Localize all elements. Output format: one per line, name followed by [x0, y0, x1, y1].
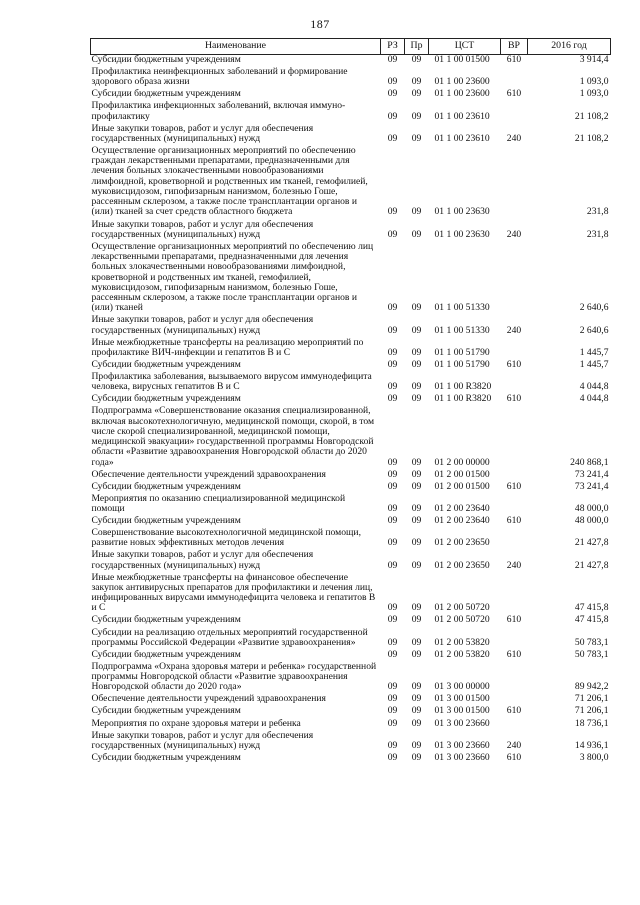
row-cst: 01 2 00 50720 — [434, 614, 490, 626]
row-sum: 89 942,2 — [574, 681, 609, 693]
row-rz: 09 — [387, 302, 398, 314]
row-vr: 610 — [506, 358, 522, 370]
row-cst: 01 2 00 01500 — [434, 468, 490, 480]
row-rz: 09 — [387, 381, 398, 393]
page-number: 187 — [310, 17, 330, 31]
table-header — [91, 39, 611, 55]
row-rz: 09 — [387, 76, 398, 88]
row-sum: 71 206,1 — [574, 705, 609, 717]
row-cst: 01 2 00 53820 — [434, 648, 490, 660]
table-row — [91, 146, 611, 220]
row-rz: 09 — [387, 648, 398, 660]
row-name: Подпрограмма «Охрана здоровья матери и ребенка» государственной программы Новгородской области «Развитие здравоохранения Новгородской области до 2020 года» — [91, 660, 377, 693]
row-sum: 4 044,8 — [579, 393, 609, 405]
row-cst: 01 2 00 23640 — [434, 503, 490, 514]
row-pr: 09 — [411, 76, 422, 88]
row-rz: 09 — [387, 206, 398, 218]
row-pr: 09 — [411, 705, 422, 717]
table-row — [91, 242, 611, 316]
row-rz: 09 — [387, 602, 398, 614]
table-row — [91, 482, 611, 494]
row-pr: 09 — [411, 206, 422, 218]
row-name: Мероприятия по оказанию специализированной медицинской помощи — [91, 492, 346, 514]
row-sum: 2 640,6 — [579, 324, 609, 336]
row-vr — [501, 494, 528, 516]
row-pr: 09 — [411, 717, 422, 729]
table-row — [91, 731, 611, 753]
table-row — [91, 719, 611, 731]
row-cst: 01 1 00 23610 — [434, 110, 490, 122]
row-name: Субсидии бюджетным учреждениям — [91, 54, 241, 65]
row-vr: 240 — [506, 324, 522, 336]
row-rz: 09 — [387, 393, 398, 405]
row-vr — [501, 470, 528, 482]
table-row — [91, 550, 611, 572]
header-vr: ВР — [501, 39, 528, 55]
row-pr: 09 — [411, 132, 422, 144]
header-rz: РЗ — [381, 39, 405, 55]
row-pr: 09 — [411, 358, 422, 370]
row-sum: 1 445,7 — [579, 346, 609, 358]
row-name: Иные закупки товаров, работ и услуг для обеспечения государственных (муниципальных) нужд — [91, 729, 314, 751]
table-row — [91, 662, 611, 695]
row-pr: 09 — [411, 515, 422, 527]
row-cst: 01 2 00 00000 — [434, 456, 490, 468]
row-pr: 09 — [411, 681, 422, 693]
row-name: Иные закупки товаров, работ и услуг для обеспечения государственных (муниципальных) нужд — [91, 549, 314, 571]
row-sum: 231,8 — [586, 206, 609, 218]
row-vr — [501, 628, 528, 650]
row-cst: 01 2 00 23650 — [434, 559, 490, 571]
row-name: Подпрограмма «Совершенствование оказания специализированной, включая высокотехнологичную, медицинской помощи, скорой, в том числе скорой специализированной, медицинской помощи, медицинской эвакуации» государственной программы Новгородской области «Развитие здравоохранения Новгородской области до 2020 года» — [91, 405, 375, 468]
row-sum: 48 000,0 — [574, 515, 609, 527]
row-name: Совершенствование высокотехнологичной медицинской помощи, развитие новых эффективных методов лечения — [91, 527, 361, 549]
row-sum: 50 783,1 — [574, 636, 609, 648]
header-row — [91, 39, 611, 55]
row-cst: 01 2 00 23650 — [434, 537, 490, 549]
row-rz: 09 — [387, 324, 398, 336]
row-name: Субсидии бюджетным учреждениям — [91, 614, 241, 626]
table-row — [91, 220, 611, 242]
row-name: Субсидии бюджетным учреждениям — [91, 648, 241, 660]
row-sum: 1 093,0 — [579, 88, 609, 100]
row-cst: 01 2 00 53820 — [434, 636, 490, 648]
row-name: Субсидии на реализацию отдельных мероприятий государственной программы Российской Федерации «Развитие здравоохранения» — [91, 626, 368, 648]
row-sum: 231,8 — [586, 228, 609, 240]
row-vr — [501, 573, 528, 616]
row-rz: 09 — [387, 537, 398, 549]
row-pr: 09 — [411, 602, 422, 614]
row-pr: 09 — [411, 468, 422, 480]
row-cst: 01 1 00 R3820 — [434, 393, 492, 405]
table-row — [91, 338, 611, 360]
row-vr — [501, 242, 528, 316]
row-pr: 09 — [411, 88, 422, 100]
row-sum: 21 427,8 — [574, 559, 609, 571]
row-vr: 610 — [506, 480, 522, 492]
table-row — [91, 101, 611, 123]
row-pr: 09 — [411, 648, 422, 660]
row-vr — [501, 146, 528, 220]
row-pr: 09 — [411, 739, 422, 751]
row-pr: 09 — [411, 503, 422, 514]
table-row — [91, 470, 611, 482]
header-name: Наименование — [91, 39, 381, 55]
row-vr: 610 — [506, 54, 522, 65]
table-row — [91, 628, 611, 650]
row-cst: 01 1 00 23600 — [434, 76, 490, 88]
row-cst: 01 1 00 51330 — [434, 302, 490, 314]
row-vr — [501, 719, 528, 731]
row-sum: 2 640,6 — [579, 302, 609, 314]
row-name: Обеспечение деятельности учреждений здравоохранения — [91, 693, 326, 705]
row-rz: 09 — [387, 228, 398, 240]
row-cst: 01 3 00 23660 — [434, 751, 490, 763]
row-sum: 48 000,0 — [574, 503, 609, 514]
row-sum: 14 936,1 — [574, 739, 609, 751]
row-rz: 09 — [387, 88, 398, 100]
row-rz: 09 — [387, 110, 398, 122]
row-cst: 01 1 00 23600 — [434, 88, 490, 100]
table-row — [91, 706, 611, 718]
row-name: Профилактика неинфекционных заболеваний и формирование здорового образа жизни — [91, 66, 348, 88]
header-year: 2016 год — [528, 39, 611, 55]
row-rz: 09 — [387, 614, 398, 626]
row-cst: 01 3 00 23660 — [434, 739, 490, 751]
table-body — [91, 55, 611, 765]
row-vr — [501, 372, 528, 394]
row-name: Обеспечение деятельности учреждений здравоохранения — [91, 468, 326, 480]
row-name: Иные закупки товаров, работ и услуг для обеспечения государственных (муниципальных) нужд — [91, 314, 314, 336]
row-pr: 09 — [411, 537, 422, 549]
row-name: Иные межбюджетные трансферты на реализацию мероприятий по профилактике ВИЧ-инфекции и гепатитов В и С — [91, 336, 364, 358]
row-rz: 09 — [387, 480, 398, 492]
row-cst: 01 1 00 23610 — [434, 132, 490, 144]
row-sum: 21 108,2 — [574, 132, 609, 144]
row-name: Субсидии бюджетным учреждениям — [91, 515, 241, 527]
row-sum: 21 427,8 — [574, 537, 609, 549]
row-vr — [501, 662, 528, 695]
row-vr: 610 — [506, 751, 522, 763]
table-row — [91, 573, 611, 616]
row-sum: 71 206,1 — [574, 693, 609, 705]
row-pr: 09 — [411, 636, 422, 648]
table-row — [91, 372, 611, 394]
row-vr: 610 — [506, 88, 522, 100]
row-rz: 09 — [387, 739, 398, 751]
row-vr — [501, 528, 528, 550]
row-rz: 09 — [387, 705, 398, 717]
row-sum: 4 044,8 — [579, 381, 609, 393]
row-rz: 09 — [387, 693, 398, 705]
row-rz: 09 — [387, 503, 398, 514]
row-sum: 3 800,0 — [579, 751, 609, 763]
row-name: Субсидии бюджетным учреждениям — [91, 358, 241, 370]
row-pr: 09 — [411, 324, 422, 336]
row-vr: 240 — [506, 132, 522, 144]
row-pr: 09 — [411, 346, 422, 358]
row-pr: 09 — [411, 381, 422, 393]
row-vr: 240 — [506, 559, 522, 571]
row-vr — [501, 406, 528, 469]
row-cst: 01 3 00 00000 — [434, 681, 490, 693]
row-rz: 09 — [387, 751, 398, 763]
row-sum: 21 108,2 — [574, 110, 609, 122]
row-pr: 09 — [411, 559, 422, 571]
row-name: Профилактика инфекционных заболеваний, включая иммуно-профилактику — [91, 100, 346, 122]
row-vr: 240 — [506, 739, 522, 751]
row-rz: 09 — [387, 346, 398, 358]
row-sum: 1 093,0 — [579, 76, 609, 88]
row-vr — [501, 67, 528, 89]
table-row — [91, 494, 611, 516]
row-vr: 240 — [506, 228, 522, 240]
row-cst: 01 1 00 51790 — [434, 358, 490, 370]
row-name: Субсидии бюджетным учреждениям — [91, 88, 241, 100]
row-rz: 09 — [387, 515, 398, 527]
row-cst: 01 3 00 01500 — [434, 693, 490, 705]
row-name: Осуществление организационных мероприятий по обеспечению лиц лекарственными препаратами, предназначенными для лечения больных злокачественными новообразованиями лимфоидной, кроветворной и родственных им тканей, гемофилией, муковисцидозом, гипофизарным нанизмом, болезнью Гоше, рассеянным склерозом, а также после трансплантации органов и (или) тканей — [91, 240, 374, 314]
row-sum: 18 736,1 — [574, 717, 609, 729]
row-sum: 47 415,8 — [574, 602, 609, 614]
row-cst: 01 1 00 23630 — [434, 206, 490, 218]
row-name: Субсидии бюджетным учреждениям — [91, 393, 241, 405]
table-row — [91, 753, 611, 765]
table-row — [91, 315, 611, 337]
row-cst: 01 2 00 01500 — [434, 480, 490, 492]
row-vr: 610 — [506, 705, 522, 717]
table-row — [91, 406, 611, 469]
row-sum: 3 914,4 — [579, 54, 609, 65]
row-rz: 09 — [387, 456, 398, 468]
row-vr: 610 — [506, 614, 522, 626]
row-pr: 09 — [411, 614, 422, 626]
row-cst: 01 2 00 23640 — [434, 515, 490, 527]
row-name: Субсидии бюджетным учреждениям — [91, 480, 241, 492]
table-row — [91, 67, 611, 89]
row-rz: 09 — [387, 54, 398, 65]
row-pr: 09 — [411, 110, 422, 122]
table-row — [91, 528, 611, 550]
budget-table — [90, 38, 611, 765]
row-pr: 09 — [411, 751, 422, 763]
row-rz: 09 — [387, 358, 398, 370]
row-vr: 610 — [506, 648, 522, 660]
row-name: Субсидии бюджетным учреждениям — [91, 705, 241, 717]
row-cst: 01 1 00 R3820 — [434, 381, 492, 393]
table-row — [91, 615, 611, 627]
row-cst: 01 1 00 51330 — [434, 324, 490, 336]
row-rz: 09 — [387, 681, 398, 693]
row-sum: 240 868,1 — [570, 456, 609, 468]
row-rz: 09 — [387, 636, 398, 648]
row-name: Субсидии бюджетным учреждениям — [91, 751, 241, 763]
row-name: Иные закупки товаров, работ и услуг для обеспечения государственных (муниципальных) нужд — [91, 122, 314, 144]
header-pr: Пр — [405, 39, 429, 55]
row-vr: 610 — [506, 393, 522, 405]
row-sum: 47 415,8 — [574, 614, 609, 626]
row-cst: 01 2 00 50720 — [434, 602, 490, 614]
table-row — [91, 124, 611, 146]
row-name: Профилактика заболевания, вызываемого вирусом иммунодефицита человека, вирусных гепатитов В и С — [91, 371, 372, 393]
row-pr: 09 — [411, 480, 422, 492]
header-cst: ЦСТ — [429, 39, 501, 55]
row-pr: 09 — [411, 693, 422, 705]
row-sum: 1 445,7 — [579, 358, 609, 370]
row-vr — [501, 101, 528, 123]
row-cst: 01 1 00 01500 — [434, 54, 490, 65]
row-name: Осуществление организационных мероприятий по обеспечению граждан лекарственными препаратами, предназначенными для лечения больных злокачественными новообразованиями лимфоидной, кроветворной и родственных им тканей, гемофилией, муковисцидозом, гипофизарным нанизмом, болезнью Гоше, рассеянным склерозом, а также после трансплантации органов и (или) тканей за счет средств областного бюджета — [91, 144, 368, 218]
row-cst: 01 3 00 01500 — [434, 705, 490, 717]
row-name: Иные закупки товаров, работ и услуг для обеспечения государственных (муниципальных) нужд — [91, 218, 314, 240]
row-sum: 73 241,4 — [574, 468, 609, 480]
row-name: Мероприятия по охране здоровья матери и ребенка — [91, 717, 301, 729]
row-cst: 01 1 00 23630 — [434, 228, 490, 240]
row-vr: 610 — [506, 515, 522, 527]
row-rz: 09 — [387, 132, 398, 144]
row-sum: 50 783,1 — [574, 648, 609, 660]
row-vr — [501, 338, 528, 360]
row-cst: 01 3 00 23660 — [434, 717, 490, 729]
row-pr: 09 — [411, 302, 422, 314]
row-rz: 09 — [387, 468, 398, 480]
row-pr: 09 — [411, 54, 422, 65]
row-pr: 09 — [411, 228, 422, 240]
row-sum: 73 241,4 — [574, 480, 609, 492]
row-rz: 09 — [387, 559, 398, 571]
row-name: Иные межбюджетные трансферты на финансовое обеспечение закупок антивирусных препаратов для профилактики и лечения лиц, инфицированных вирусами иммунодефицита человека и гепатитов В и С — [91, 571, 376, 614]
row-cst: 01 1 00 51790 — [434, 346, 490, 358]
row-pr: 09 — [411, 456, 422, 468]
row-pr: 09 — [411, 393, 422, 405]
row-rz: 09 — [387, 717, 398, 729]
